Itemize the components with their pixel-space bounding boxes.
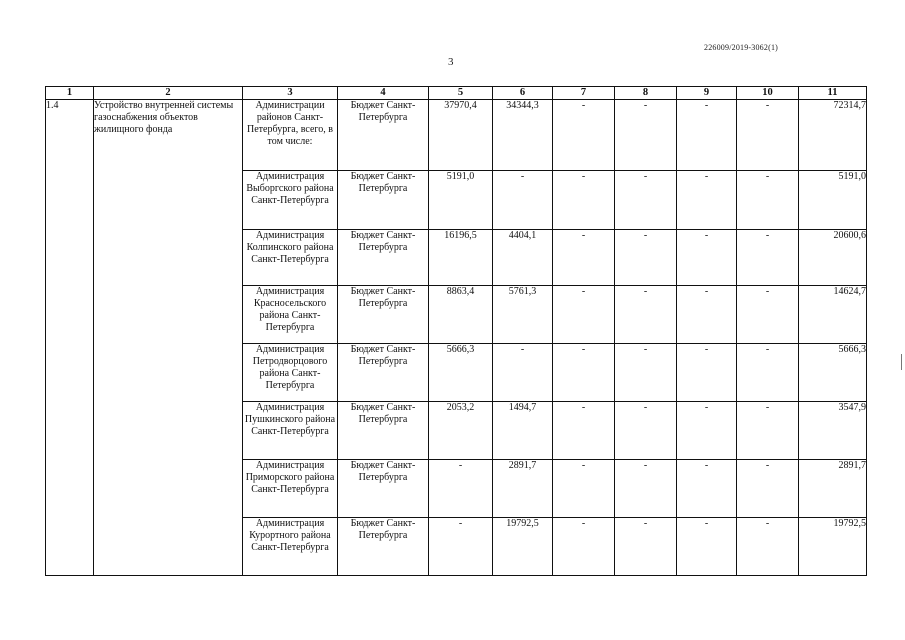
value-cell: 5761,3: [493, 286, 553, 344]
org-cell: Администрация Выборгского района Санкт-Петербурга: [243, 171, 338, 230]
value-cell: -: [553, 344, 615, 402]
column-header: 10: [737, 87, 799, 100]
source-cell: Бюджет Санкт-Петербурга: [338, 230, 429, 286]
value-cell: 2891,7: [493, 460, 553, 518]
value-cell: -: [493, 171, 553, 230]
org-cell: Администрация Петродворцового района Санкт-Петербурга: [243, 344, 338, 402]
org-cell: Администрация Колпинского района Санкт-Петербурга: [243, 230, 338, 286]
org-cell: Администрация Приморского района Санкт-Петербурга: [243, 460, 338, 518]
source-cell: Бюджет Санкт-Петербурга: [338, 518, 429, 576]
value-cell: -: [615, 100, 677, 171]
value-cell: -: [737, 460, 799, 518]
org-cell: Администрация Пушкинского района Санкт-Петербурга: [243, 402, 338, 460]
value-cell: -: [737, 230, 799, 286]
value-cell: -: [737, 100, 799, 171]
value-cell: -: [553, 100, 615, 171]
value-cell: -: [677, 402, 737, 460]
value-cell: 37970,4: [429, 100, 493, 171]
value-cell: -: [737, 344, 799, 402]
value-cell: -: [429, 518, 493, 576]
total-cell: 3547,9: [799, 402, 867, 460]
budget-table: [45, 86, 867, 576]
value-cell: -: [615, 344, 677, 402]
column-header: 5: [429, 87, 493, 100]
value-cell: -: [737, 518, 799, 576]
value-cell: -: [553, 460, 615, 518]
value-cell: -: [615, 460, 677, 518]
column-header: 2: [94, 87, 243, 100]
column-header: 1: [46, 87, 94, 100]
value-cell: -: [615, 286, 677, 344]
value-cell: -: [615, 171, 677, 230]
total-cell: 5191,0: [799, 171, 867, 230]
total-cell: 19792,5: [799, 518, 867, 576]
table-header: [46, 87, 867, 100]
total-cell: 20600,6: [799, 230, 867, 286]
item-number: 1.4: [46, 100, 94, 576]
page-number: 3: [448, 56, 454, 68]
value-cell: -: [677, 230, 737, 286]
total-cell: 2891,7: [799, 460, 867, 518]
value-cell: -: [615, 518, 677, 576]
value-cell: 2053,2: [429, 402, 493, 460]
source-cell: Бюджет Санкт-Петербурга: [338, 286, 429, 344]
value-cell: -: [737, 286, 799, 344]
value-cell: -: [677, 518, 737, 576]
value-cell: -: [737, 171, 799, 230]
org-cell: Администрации районов Санкт-Петербурга, всего, в том числе:: [243, 100, 338, 171]
value-cell: 19792,5: [493, 518, 553, 576]
value-cell: 1494,7: [493, 402, 553, 460]
column-header: 11: [799, 87, 867, 100]
column-header: 4: [338, 87, 429, 100]
org-cell: Администрация Красносельского района Санкт-Петербурга: [243, 286, 338, 344]
item-description: Устройство внутренней системы газоснабжения объектов жилищного фонда: [94, 100, 243, 576]
column-header: 8: [615, 87, 677, 100]
column-header: 7: [553, 87, 615, 100]
scan-edge-mark: [901, 354, 902, 370]
column-header: 6: [493, 87, 553, 100]
value-cell: 4404,1: [493, 230, 553, 286]
org-cell: Администрация Курортного района Санкт-Петербурга: [243, 518, 338, 576]
value-cell: -: [429, 460, 493, 518]
column-header: 3: [243, 87, 338, 100]
total-cell: 5666,3: [799, 344, 867, 402]
value-cell: -: [677, 100, 737, 171]
value-cell: -: [553, 518, 615, 576]
value-cell: -: [553, 286, 615, 344]
value-cell: -: [553, 171, 615, 230]
value-cell: -: [677, 460, 737, 518]
source-cell: Бюджет Санкт-Петербурга: [338, 344, 429, 402]
total-cell: 72314,7: [799, 100, 867, 171]
source-cell: Бюджет Санкт-Петербурга: [338, 171, 429, 230]
value-cell: -: [677, 286, 737, 344]
total-cell: 14624,7: [799, 286, 867, 344]
value-cell: -: [615, 402, 677, 460]
value-cell: 34344,3: [493, 100, 553, 171]
value-cell: -: [615, 230, 677, 286]
value-cell: -: [677, 344, 737, 402]
value-cell: -: [677, 171, 737, 230]
value-cell: -: [737, 402, 799, 460]
value-cell: -: [553, 402, 615, 460]
value-cell: 5191,0: [429, 171, 493, 230]
header-row: [46, 87, 867, 100]
source-cell: Бюджет Санкт-Петербурга: [338, 460, 429, 518]
value-cell: 8863,4: [429, 286, 493, 344]
table-row: [46, 100, 867, 171]
column-header: 9: [677, 87, 737, 100]
source-cell: Бюджет Санкт-Петербурга: [338, 402, 429, 460]
source-cell: Бюджет Санкт-Петербурга: [338, 100, 429, 171]
value-cell: 16196,5: [429, 230, 493, 286]
value-cell: -: [493, 344, 553, 402]
document-id: 226009/2019-3062(1): [704, 43, 779, 52]
value-cell: 5666,3: [429, 344, 493, 402]
value-cell: -: [553, 230, 615, 286]
